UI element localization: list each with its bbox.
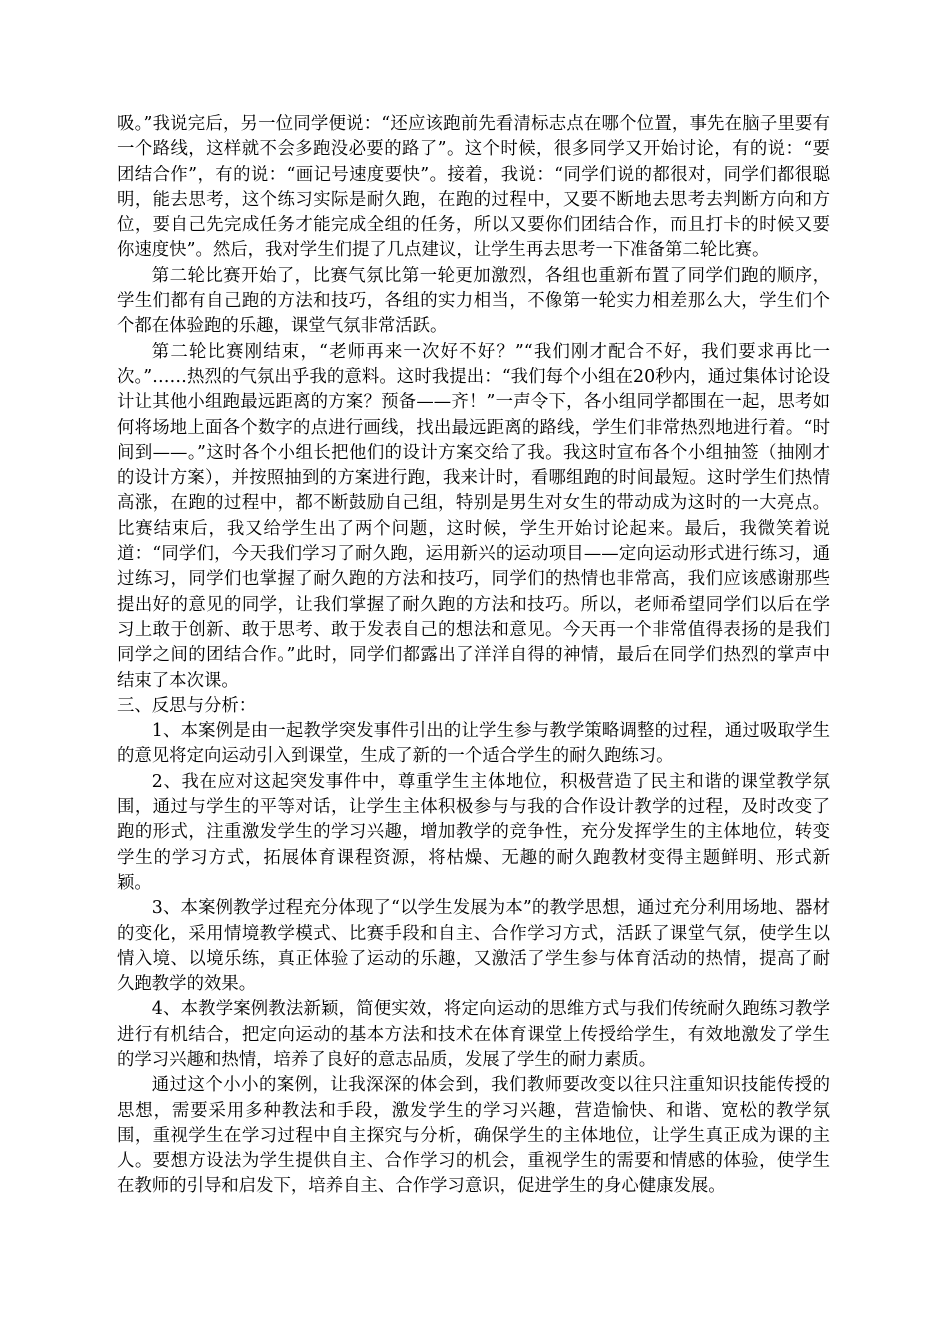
reflection-point-2: 2、我在应对这起突发事件中，尊重学生主体地位，积极营造了民主和谐的课堂教学氛围，通过与学生的平等对话，让学生主体积极参与与我的合作设计教学的过程，及时改变了跑的形式，注重激发学生的学习兴趣，增加教学的竞争性，充分发挥学生的主体地位，转变学生的学习方式，拓展体育课程资源，将枯燥、无趣的耐久跑教材变得主题鲜明、形式新颖。 xyxy=(117,771,830,893)
document-page xyxy=(117,112,830,1200)
conclusion-paragraph: 通过这个小小的案例，让我深深的体会到，我们教师要改变以往只注重知识技能传授的思想，需要采用多种教法和手段，激发学生的学习兴趣，营造愉快、和谐、宽松的教学氛围，重视学生在学习过程中自主探究与分析，确保学生的主体地位，让学生真正成为课的主人。要想方设法为学生提供自主、合作学习的机会，重视学生的需要和情感的体验，使学生在教师的引导和启发下，培养自主、合作学习意识，促进学生的身心健康发展。 xyxy=(117,1075,830,1197)
section-heading-reflection: 三、反思与分析： xyxy=(117,695,257,716)
paragraph-continuation: 吸。”我说完后，另一位同学便说：“还应该跑前先看清标志点在哪个位置，事先在脑子里要有一个路线，这样就不会多跑没必要的路了”。这个时候，很多同学又开始讨论，有的说：“要团结合作”，有的说：“画记号速度要快”。接着，我说：“同学们说的都很对，同学们都很聪明，能去思考，这个练习实际是耐久跑，在跑的过程中，又要不断地去思考去判断方向和方位，要自己先完成任务才能完成全组的任务，所以又要你们团结合作，而且打卡的时候又要你速度快”。然后，我对学生们提了几点建议，让学生再去思考一下准备第二轮比赛。 xyxy=(117,114,830,261)
paragraph-second-round: 第二轮比赛开始了，比赛气氛比第一轮更加激烈，各组也重新布置了同学们跑的顺序，学生们都有自己跑的方法和技巧，各组的实力相当，不像第一轮实力相差那么大，学生们个个都在体验跑的乐趣，课堂气氛非常活跃。 xyxy=(117,265,830,337)
reflection-point-1: 1、本案例是由一起教学突发事件引出的让学生参与教学策略调整的过程，通过吸取学生的意见将定向运动引入到课堂，生成了新的一个适合学生的耐久跑练习。 xyxy=(117,721,830,767)
paragraph-third-round: 第二轮比赛刚结束，“老师再来一次好不好？”“我们刚才配合不好，我们要求再比一次。”……热烈的气氛出乎我的意料。这时我提出：“我们每个小组在20秒内，通过集体讨论设计让其他小组跑最远距离的方案？预备——齐！”一声令下，各小组同学都围在一起，思考如何将场地上面各个数字的点进行画线，找出最远距离的路线，学生们非常热烈地进行着。“时间到——。”这时各个小组长把他们的设计方案交给了我。我这时宣布各个小组抽签（抽刚才的设计方案），并按照抽到的方案进行跑，我来计时，看哪组跑的时间最短。这时学生们热情高涨，在跑的过程中，都不断鼓励自己组，特别是男生对女生的带动成为这时的一大亮点。比赛结束后，我又给学生出了两个问题，这时候，学生开始讨论起来。最后，我微笑着说道：“同学们，今天我们学习了耐久跑，运用新兴的运动项目——定向运动形式进行练习，通过练习，同学们也掌握了耐久跑的方法和技巧，同学们的热情也非常高，我们应该感谢那些提出好的意见的同学，让我们掌握了耐久跑的方法和技巧。所以，老师希望同学们以后在学习上敢于创新、敢于思考、敢于发表自己的想法和意见。今天再一个非常值得表扬的是我们同学之间的团结合作。”此时，同学们都露出了洋洋自得的神情，最后在同学们热烈的掌声中结束了本次课。 xyxy=(117,341,830,691)
reflection-point-3: 3、本案例教学过程充分体现了“以学生发展为本”的教学思想，通过充分利用场地、器材的变化，采用情境教学模式、比赛手段和自主、合作学习方式，活跃了课堂气氛，使学生以情入境、以境乐练，真正体验了运动的乐趣，又激活了学生参与体育活动的热情，提高了耐久跑教学的效果。 xyxy=(117,898,830,995)
reflection-point-4: 4、本教学案例教法新颖，简便实效，将定向运动的思维方式与我们传统耐久跑练习教学进行有机结合，把定向运动的基本方法和技术在体育课堂上传授给学生，有效地激发了学生的学习兴趣和热情，培养了良好的意志品质，发展了学生的耐力素质。 xyxy=(117,999,830,1070)
